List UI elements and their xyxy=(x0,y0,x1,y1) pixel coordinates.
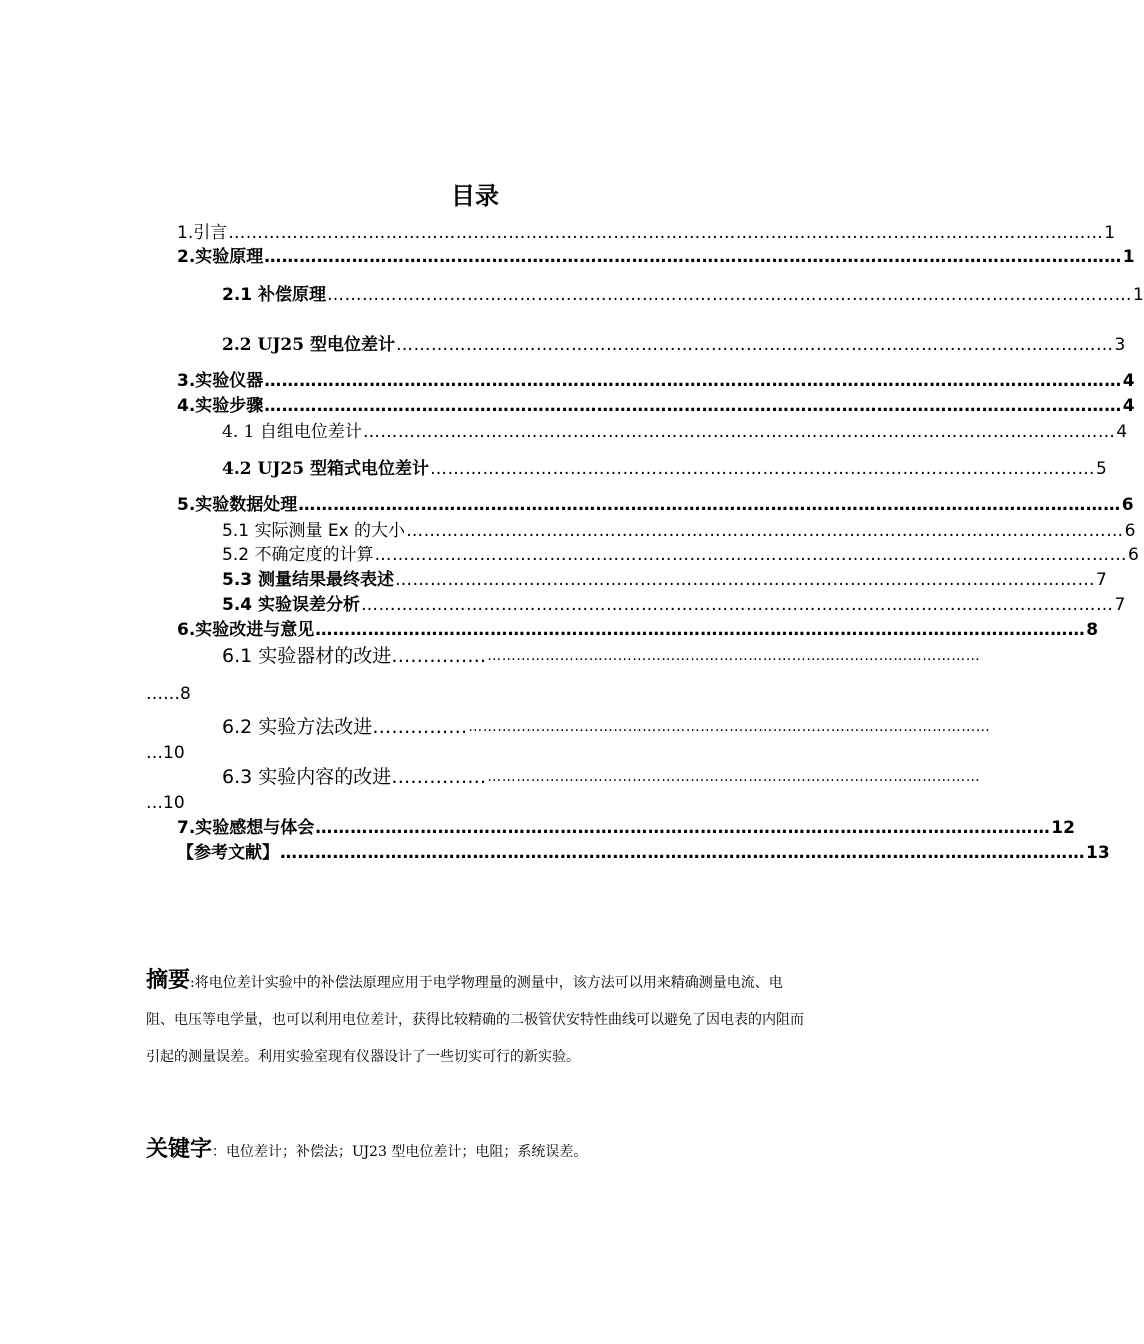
toc-page-number: 7 xyxy=(1114,595,1126,615)
toc-leader: ………………………………………………………………………………………………………………………………… xyxy=(264,371,1122,391)
toc-leader: …………………………………………………………………………………………………………… xyxy=(395,335,1114,355)
keywords-paragraph xyxy=(146,1135,806,1167)
toc-leader: …………………………………………………………………………………………………………………………………… xyxy=(228,223,1104,243)
toc-leader: ………………………………………………………………………………………… xyxy=(487,769,981,785)
toc-entry-label: 5.3 测量结果最终表述 xyxy=(222,570,395,590)
toc-entry-label: 6.实验改进与意见 xyxy=(177,620,315,640)
toc-entry-label: 【参考文献】 xyxy=(177,843,279,863)
toc-entry-label: 2.2 UJ25 型电位差计 xyxy=(222,335,395,355)
toc-leader: ………………………………………………………………………………………………………………… xyxy=(374,545,1127,565)
toc-page-number: 1 xyxy=(1133,285,1144,305)
toc-entry-label: 4.2 UJ25 型箱式电位差计 xyxy=(222,459,429,479)
toc-entry-label: 5.实验数据处理 xyxy=(177,495,298,515)
toc-page-number: 8 xyxy=(1086,620,1099,640)
toc-leader: ………………………………………………………………………………………………………………………… xyxy=(280,843,1085,863)
toc-entry[interactable] xyxy=(222,766,981,788)
toc-entry-label: 2.实验原理 xyxy=(177,247,264,267)
toc-page-number: 6 xyxy=(1127,545,1139,565)
toc-entry[interactable] xyxy=(222,284,1144,306)
toc-entry-label: 1.引言 xyxy=(177,223,228,243)
toc-entry[interactable] xyxy=(222,716,991,738)
toc-entry-label: 7.实验感想与体会 xyxy=(177,818,315,838)
toc-entry-label: 4.实验步骤 xyxy=(177,396,264,416)
toc-entry-label: 6.1 实验器材的改进…………… xyxy=(222,645,487,667)
toc-entry-label: 4. 1 自组电位差计 xyxy=(222,422,362,442)
toc-leader: …………………………………………………………………………………………………………………………… xyxy=(298,495,1121,515)
toc-entry[interactable] xyxy=(177,395,1135,417)
toc-entry[interactable] xyxy=(222,421,1128,443)
toc-page-number: 12 xyxy=(1051,818,1075,838)
toc-page-number: 3 xyxy=(1114,335,1126,355)
toc-entry[interactable] xyxy=(177,817,1075,839)
toc-page-number: 1 xyxy=(1104,223,1116,243)
toc-entry[interactable] xyxy=(222,334,1126,356)
toc-leader: …………………………………………………………………………………………………………………… xyxy=(315,620,1086,640)
toc-entry[interactable] xyxy=(222,458,1107,480)
toc-entry[interactable] xyxy=(177,246,1135,268)
toc-page-number: ……8 xyxy=(146,684,191,704)
abstract-paragraph xyxy=(146,962,806,1076)
toc-entry[interactable] xyxy=(177,842,1110,864)
keywords-text: ：电位差计；补偿法；UJ23 型电位差计；电阻；系统误差。 xyxy=(212,1144,588,1160)
toc-page-number: 7 xyxy=(1096,570,1107,590)
toc-title: 目录 xyxy=(451,182,499,210)
toc-entry[interactable] xyxy=(177,494,1134,516)
toc-entry-label: 5.2 不确定度的计算 xyxy=(222,545,374,565)
toc-leader: ………………………………………………………………………………………………………………………………… xyxy=(264,396,1122,416)
toc-entry-label: 6.2 实验方法改进…………… xyxy=(222,716,468,738)
toc-entry[interactable] xyxy=(222,645,981,667)
toc-entry[interactable] xyxy=(222,569,1107,591)
toc-entry-label: 6.3 实验内容的改进…………… xyxy=(222,766,487,788)
toc-page-number: 6 xyxy=(1121,495,1134,515)
toc-entry-label: 3.实验仪器 xyxy=(177,371,264,391)
toc-leader: …………………………………………………………………………………………………… xyxy=(429,459,1095,479)
toc-entry-label: 2.1 补偿原理 xyxy=(222,285,327,305)
toc-leader: ………………………………………………………………………………………………………… xyxy=(395,570,1096,590)
toc-leader: ……………………………………………………………………………………………… xyxy=(468,719,991,735)
toc-entry[interactable] xyxy=(177,619,1099,641)
toc-page-number: 5 xyxy=(1095,459,1107,479)
toc-entry-label: 5.4 实验误差分析 xyxy=(222,595,361,615)
toc-entry[interactable] xyxy=(222,520,1136,542)
toc-entry[interactable] xyxy=(177,222,1116,244)
toc-leader: ………………………………………………………………………………………………………………… xyxy=(361,595,1114,615)
toc-page-number: 4 xyxy=(1122,371,1135,391)
toc-leader: ……………………………………………………………………………………………………………… xyxy=(315,818,1051,838)
toc-page-number: 6 xyxy=(1124,521,1136,541)
toc-entry[interactable] xyxy=(177,370,1135,392)
toc-page-number: 4 xyxy=(1122,396,1135,416)
toc-entry-label: 5.1 实际测量 Ex 的大小 xyxy=(222,521,406,541)
toc-leader: ………………………………………………………………………………………………………………………… xyxy=(327,285,1133,305)
toc-page-number: 1 xyxy=(1122,247,1135,267)
toc-leader: ………………………………………………………………………………………… xyxy=(487,648,981,664)
toc-leader: ………………………………………………………………………………………………………………… xyxy=(362,422,1116,442)
toc-page-number: …10 xyxy=(146,743,185,763)
abstract-heading: 摘要 xyxy=(146,968,191,993)
keywords-heading: 关键字 xyxy=(146,1137,213,1162)
toc-leader: ………………………………………………………………………………………………………………………………… xyxy=(264,247,1122,267)
abstract-text: :将电位差计实验中的补偿法原理应用于电学物理量的测量中，该方法可以用来精确测量电流、电阻、电压等电学量，也可以利用电位差计，获得比较精确的二极管伏安特性曲线可以避免了因电表的内阻而引起的测量误差。利用实验室现有仪器设计了一些切实可行的新实验。 xyxy=(146,975,804,1065)
toc-leader: …………………………………………………………………………………………………………… xyxy=(406,521,1124,541)
toc-page-number: 13 xyxy=(1086,843,1110,863)
toc-entry[interactable] xyxy=(222,594,1126,616)
toc-page-number: 4 xyxy=(1116,422,1128,442)
toc-entry[interactable] xyxy=(222,544,1139,566)
toc-page-number: …10 xyxy=(146,793,185,813)
